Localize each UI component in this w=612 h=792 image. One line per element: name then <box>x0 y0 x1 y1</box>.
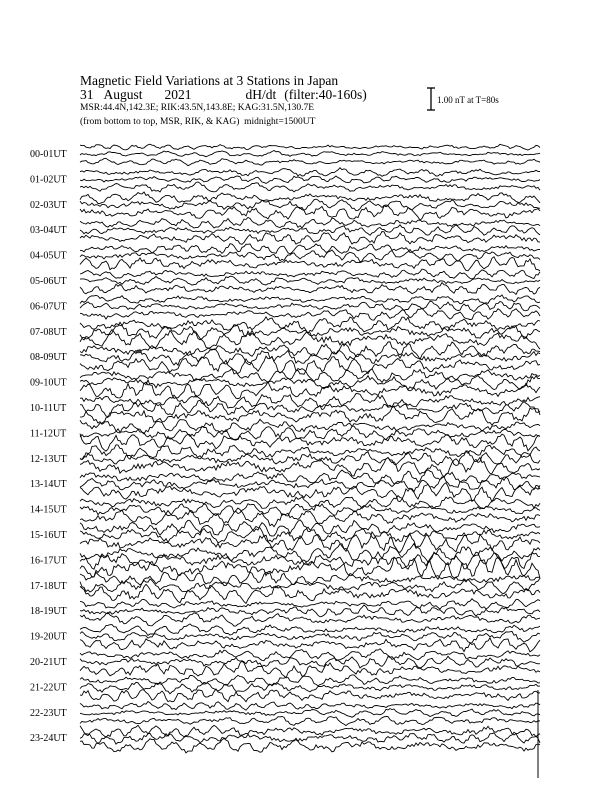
hour-row <box>30 675 540 702</box>
trace-msr <box>80 689 540 702</box>
scale-label: 1.00 nT at T=80s <box>437 95 499 105</box>
date-year: 2021 <box>164 87 192 102</box>
row-label: 15-16UT <box>30 530 67 541</box>
midnight-note: midnight=1500UT <box>244 117 316 127</box>
row-label: 01-02UT <box>30 174 67 186</box>
row-label: 03-04UT <box>30 225 67 237</box>
row-label: 06-07UT <box>30 301 67 313</box>
hour-row <box>30 419 540 451</box>
row-label: 21-22UT <box>30 682 67 694</box>
trace-msr <box>80 182 540 192</box>
hour-row <box>30 394 540 426</box>
trace-msr <box>80 257 540 271</box>
trace-msr <box>80 717 540 726</box>
trace-rik <box>80 276 540 285</box>
row-label: 10-11UT <box>30 403 67 414</box>
trace-rik <box>80 250 540 262</box>
trace-msr <box>80 283 540 295</box>
row-label: 19-20UT <box>30 631 67 643</box>
hour-row <box>30 445 540 477</box>
trace-rik <box>80 301 540 311</box>
trace-msr <box>80 457 540 477</box>
row-label: 07-08UT <box>30 326 67 338</box>
trace-kag <box>80 217 540 228</box>
trace-msr <box>80 638 540 652</box>
trace-rik <box>80 176 540 183</box>
trace-rik <box>80 605 540 617</box>
hour-row <box>30 470 540 502</box>
row-label: 16-17UT <box>30 555 67 567</box>
trace-msr <box>80 356 540 374</box>
trace-rik <box>80 199 540 211</box>
row-label: 12-13UT <box>30 453 67 465</box>
hour-row <box>30 572 540 603</box>
trace-kag <box>80 419 540 434</box>
hour-row <box>30 520 540 553</box>
chart-title: Magnetic Field Variations at 3 Stations in Japan <box>80 73 339 88</box>
trace-msr <box>80 407 540 426</box>
trace-kag <box>80 470 540 484</box>
row-label: 02-03UT <box>30 199 67 211</box>
row-label: 05-06UT <box>30 276 67 287</box>
row-label: 08-09UT <box>30 352 67 364</box>
hour-row <box>30 599 540 626</box>
trace-rik <box>80 682 540 694</box>
trace-kag <box>80 702 540 711</box>
trace-kag <box>80 675 540 686</box>
hour-row <box>30 295 540 320</box>
trace-rik <box>80 732 540 744</box>
trace-msr <box>80 738 540 753</box>
trace-msr <box>80 661 540 678</box>
trace-kag <box>80 445 540 460</box>
trace-rik <box>80 526 540 543</box>
trace-rik <box>80 224 540 235</box>
hour-row <box>30 544 540 580</box>
date-month: August <box>103 87 143 102</box>
row-label: 00-01UT <box>30 149 67 160</box>
hour-row <box>30 496 540 527</box>
row-label: 17-18UT <box>30 580 67 592</box>
station-coordinates: MSR:44.4N,142.3E; RIK:43.5N,143.8E; KAG:31.5N,130.7E <box>80 103 315 113</box>
trace-kag <box>80 144 540 150</box>
filter-label: (filter:40-160s) <box>284 87 367 102</box>
scale-bar <box>427 88 435 110</box>
hour-row <box>30 342 540 374</box>
hour-row <box>30 144 540 166</box>
trace-rik <box>80 151 540 157</box>
trace-rik <box>80 709 540 718</box>
hour-row <box>30 624 540 652</box>
row-label: 13-14UT <box>30 479 67 491</box>
trace-kag <box>80 520 540 536</box>
hour-row <box>30 168 540 192</box>
trace-rik <box>80 578 540 593</box>
date-day: 31 <box>80 87 94 102</box>
row-label: 09-10UT <box>30 377 67 389</box>
trace-msr <box>80 158 540 165</box>
quantity-label: dH/dt <box>245 87 277 102</box>
station-order: (from bottom to top, MSR, RIK, & KAG) <box>80 117 240 127</box>
trace-kag <box>80 649 540 661</box>
trace-rik <box>80 426 540 440</box>
hour-row <box>30 269 540 294</box>
row-label: 20-21UT <box>30 657 67 668</box>
row-label: 14-15UT <box>30 504 67 516</box>
trace-kag <box>80 168 540 177</box>
trace-kag <box>80 269 540 279</box>
hour-row <box>30 317 540 349</box>
row-label: 11-12UT <box>30 428 67 440</box>
row-label: 23-24UT <box>30 733 67 745</box>
hour-row <box>30 369 540 399</box>
trace-rik <box>80 451 540 466</box>
trace-msr <box>80 206 540 221</box>
trace-msr <box>80 380 540 399</box>
trace-msr <box>80 612 540 626</box>
hour-row <box>30 217 540 244</box>
row-label: 22-23UT <box>30 707 67 719</box>
hour-row <box>30 725 540 753</box>
row-label: 04-05UT <box>30 250 67 262</box>
row-label: 18-19UT <box>30 606 67 618</box>
trace-kag <box>80 192 540 204</box>
hour-row <box>30 702 540 726</box>
hour-row <box>30 649 540 678</box>
hour-row <box>30 192 540 220</box>
trace-kag <box>80 295 540 304</box>
hour-row <box>30 244 540 271</box>
